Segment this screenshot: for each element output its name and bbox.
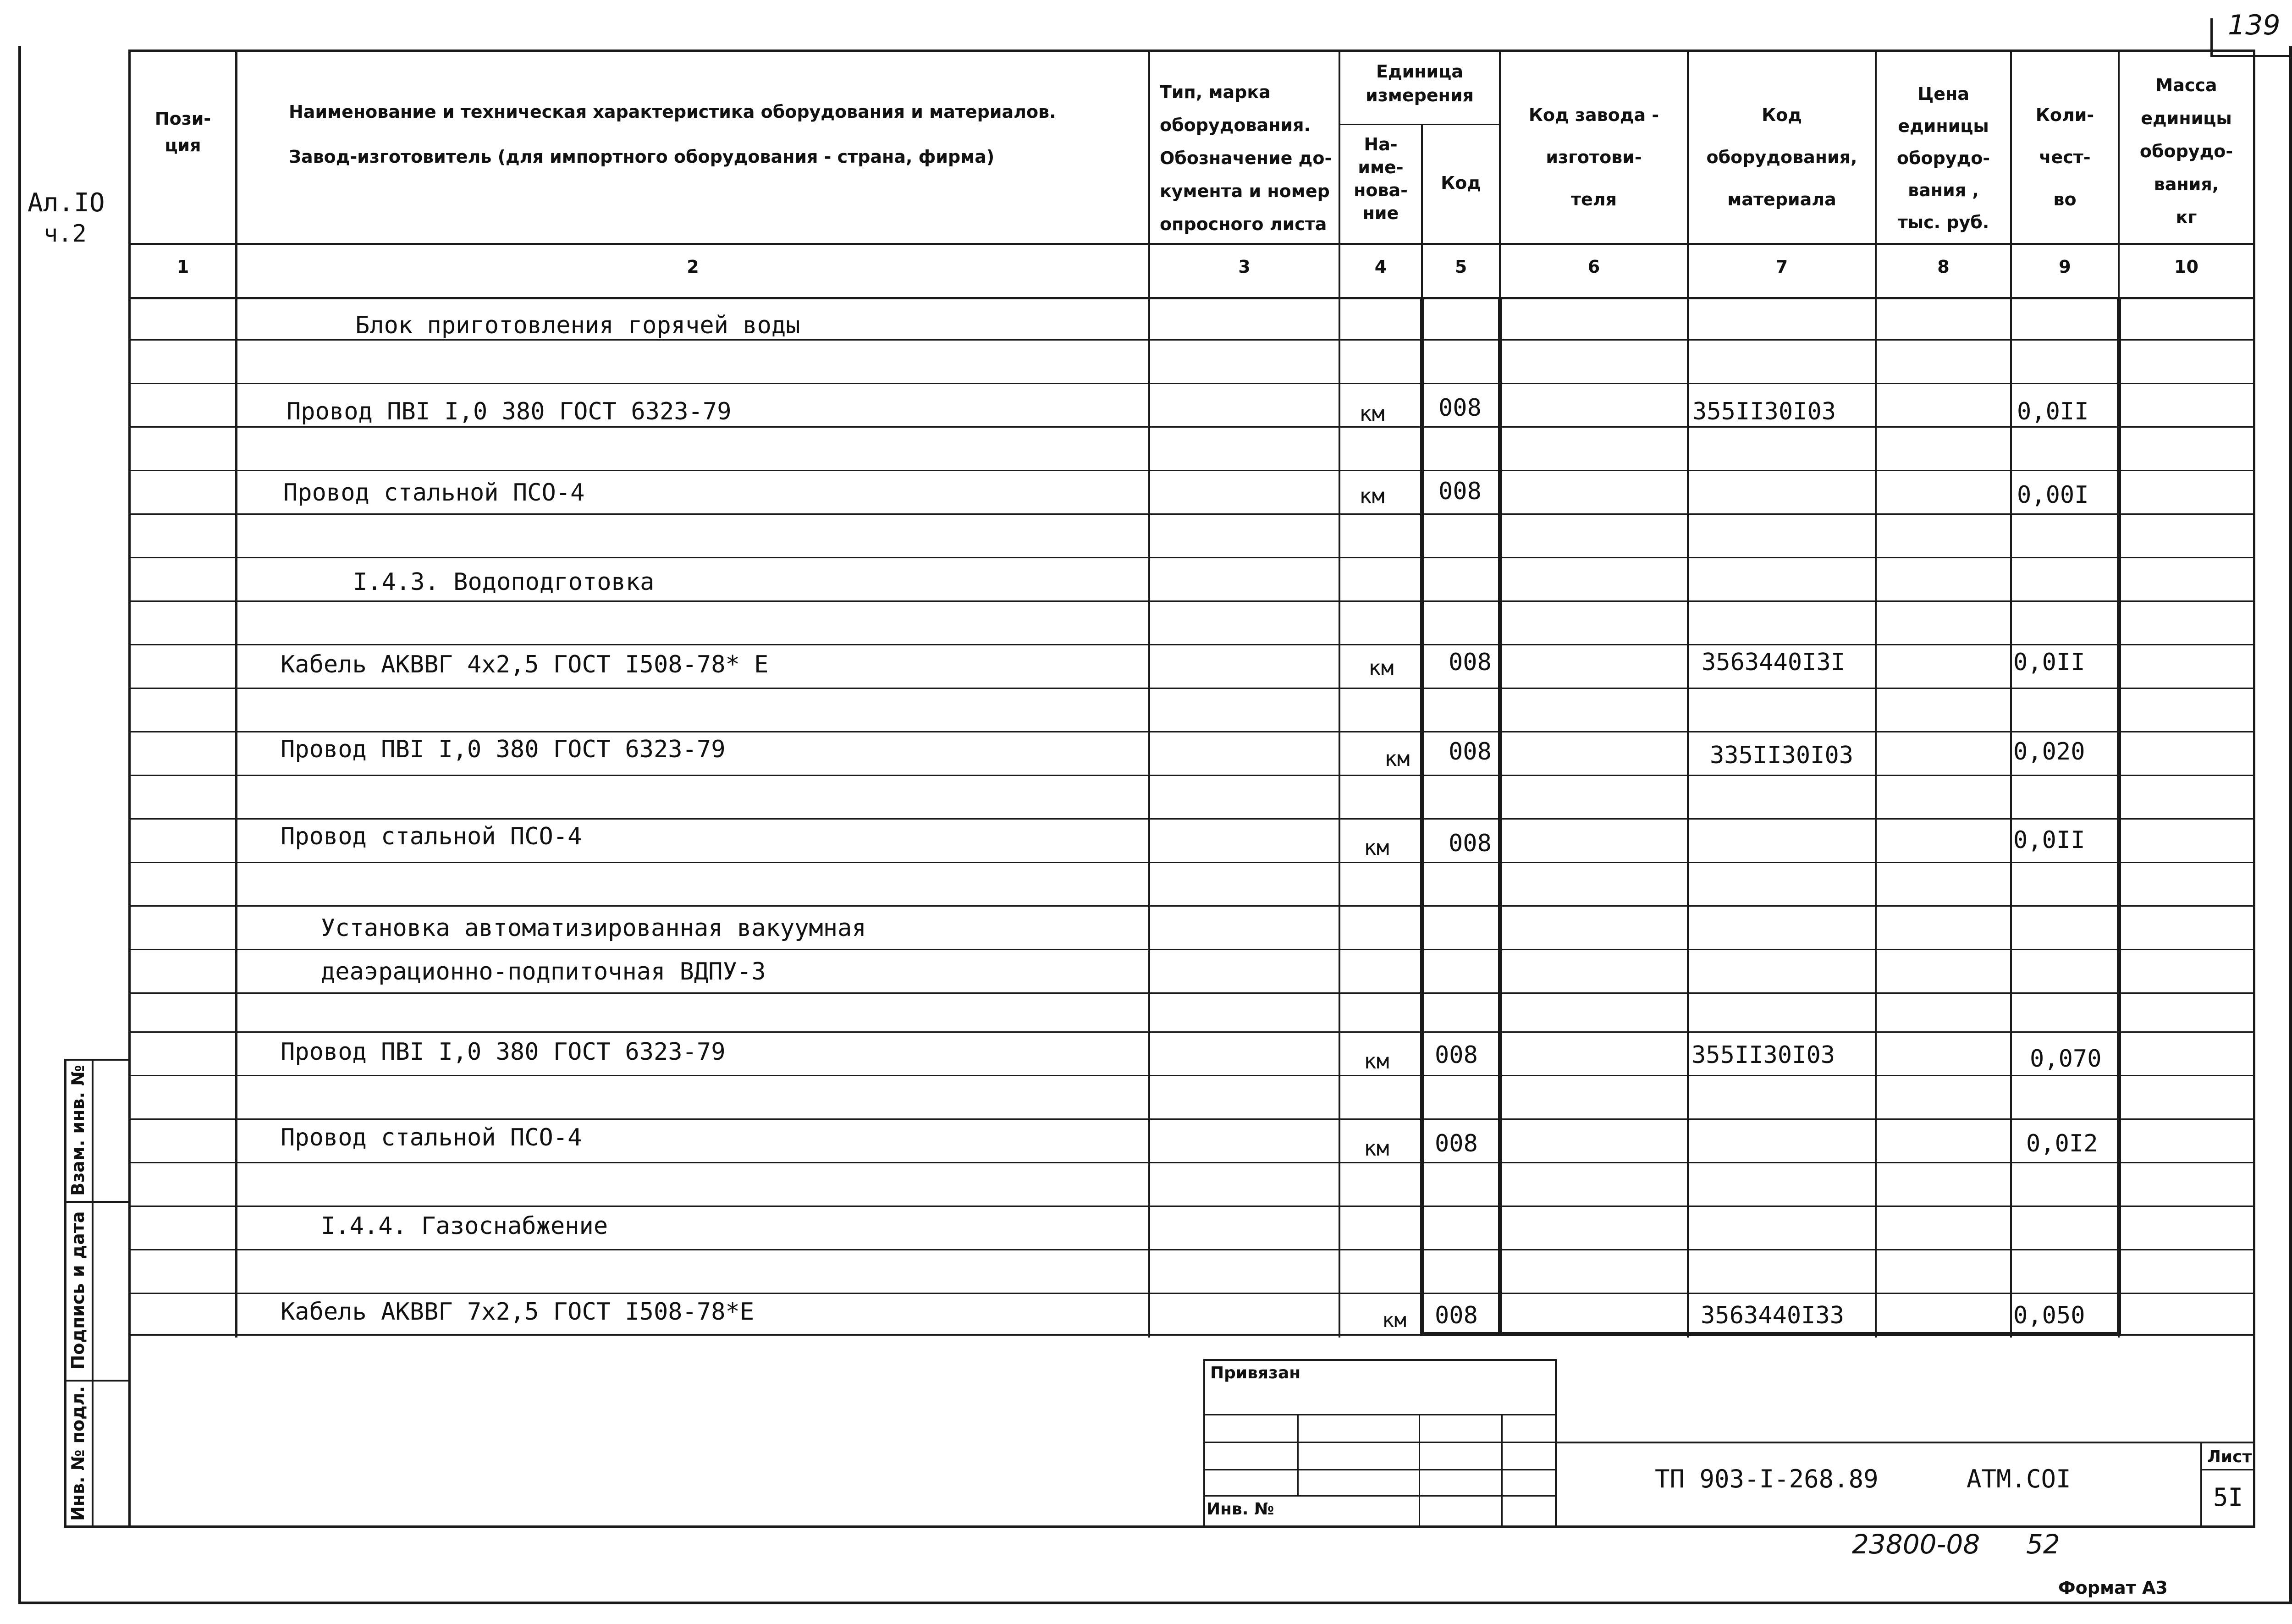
row-name: I.4.4. Газоснабжение: [321, 1212, 608, 1240]
row-code: 008: [1449, 830, 1492, 857]
row-name: деаэрационно-подпиточная ВДПУ-3: [321, 958, 766, 985]
header-col5: Код: [1441, 173, 1481, 193]
row-name: Провод ПВI I,0 380 ГОСТ 6323-79: [281, 736, 726, 763]
row-quantity: 0,0II: [2013, 826, 2085, 854]
header-col4: На- име- нова- ние: [1354, 134, 1408, 223]
row-code: 008: [1435, 1302, 1478, 1329]
row-quantity: 0,00I: [2017, 481, 2089, 509]
header-col10: Масса единицы оборудо- вания, кг: [2139, 75, 2233, 227]
header-col3: Тип, марка оборудования. Обозначение до- кумента и номер опросного листа: [1160, 82, 1332, 234]
row-name: Установка автоматизированная вакуумная: [321, 914, 866, 942]
sheet-number: 5I: [2213, 1483, 2243, 1512]
column-number: 7: [1775, 257, 1788, 277]
row-code: 008: [1449, 649, 1492, 676]
row-name: Провод ПВI I,0 380 ГОСТ 6323-79: [286, 398, 732, 425]
row-unit: км: [1359, 484, 1385, 508]
header-unit-group: Единица измерения: [1366, 61, 1474, 105]
row-code: 008: [1435, 1130, 1478, 1157]
row-material-code: 355II30I03: [1692, 398, 1836, 425]
header-col9: Коли- чест- во: [2035, 105, 2094, 209]
row-unit: км: [1364, 835, 1389, 860]
row-code: 008: [1438, 478, 1482, 505]
row-code: 008: [1435, 1041, 1478, 1069]
row-quantity: 0,0II: [2013, 649, 2085, 676]
document-mark: АТМ.СОI: [1967, 1464, 2071, 1493]
archive-number: 23800-08: [1852, 1529, 1980, 1560]
column-number: 2: [687, 257, 699, 277]
binding-stamp-title: Привязан: [1210, 1364, 1301, 1382]
row-quantity: 0,0I2: [2026, 1130, 2098, 1157]
row-quantity: 0,020: [2013, 738, 2085, 765]
row-material-code: 3563440I33: [1701, 1302, 1845, 1329]
row-unit: км: [1364, 1049, 1389, 1073]
row-material-code: 335II30I03: [1710, 742, 1854, 769]
side-label-line2: ч.2: [44, 220, 87, 248]
row-name: Блок приготовления горячей воды: [355, 312, 800, 339]
row-name: Кабель АКВВГ 4х2,5 ГОСТ I508-78* Е: [281, 651, 769, 678]
column-number: 8: [1937, 257, 1950, 277]
column-number: 5: [1455, 257, 1467, 277]
row-name: Провод стальной ПСО-4: [281, 1124, 582, 1151]
row-quantity: 0,070: [2030, 1045, 2102, 1073]
sheet-label: Лист: [2207, 1448, 2252, 1466]
binding-stamp-inv: Инв. №: [1207, 1500, 1274, 1519]
format-label: Формат А3: [2058, 1578, 2168, 1598]
column-number: 6: [1587, 257, 1600, 277]
header-col6: Код завода - изготови- теля: [1528, 105, 1659, 209]
row-unit: км: [1368, 655, 1394, 680]
row-code: 008: [1449, 738, 1492, 765]
side-stamp-podpis: Подпись и дата: [68, 1211, 88, 1370]
row-material-code: 3563440I3I: [1702, 649, 1846, 676]
row-unit: км: [1359, 401, 1385, 426]
archive-page: 52: [2026, 1529, 2060, 1560]
row-name: Провод стальной ПСО-4: [281, 823, 582, 850]
row-name: Провод ПВI I,0 380 ГОСТ 6323-79: [281, 1038, 726, 1066]
column-number: 1: [176, 257, 189, 277]
row-code: 008: [1438, 394, 1482, 422]
column-number: 4: [1374, 257, 1387, 277]
side-stamp-vzam: Взам. инв. №: [68, 1065, 88, 1196]
header-col1: Пози- ция: [154, 109, 211, 155]
row-quantity: 0,050: [2013, 1302, 2085, 1329]
header-col8: Цена единицы оборудо- вания , тыс. руб.: [1896, 84, 1990, 232]
header-col7: Код оборудования, материала: [1706, 105, 1857, 209]
row-quantity: 0,0II: [2017, 398, 2089, 425]
column-number: 10: [2174, 257, 2198, 277]
row-name: I.4.3. Водоподготовка: [353, 568, 655, 596]
column-number: 9: [2059, 257, 2071, 277]
row-name: Провод стальной ПСО-4: [283, 479, 585, 506]
row-unit: км: [1384, 746, 1410, 771]
side-label-line1: Ал.IO: [28, 188, 105, 218]
row-unit: км: [1364, 1136, 1389, 1161]
column-number: 3: [1238, 257, 1251, 277]
row-name: Кабель АКВВГ 7х2,5 ГОСТ I508-78*Е: [281, 1298, 755, 1326]
row-unit: км: [1382, 1309, 1406, 1332]
row-material-code: 355II30I03: [1691, 1041, 1835, 1069]
page-number: 139: [2228, 9, 2281, 41]
document-code: ТП 903-I-268.89: [1655, 1464, 1879, 1493]
side-stamp-inv-podl: Инв. № подл.: [68, 1386, 88, 1521]
header-col2: Наименование и техническая характеристика оборудования и материалов. Завод-изготовитель (для импортного оборудования - страна, фирма): [289, 102, 1056, 167]
